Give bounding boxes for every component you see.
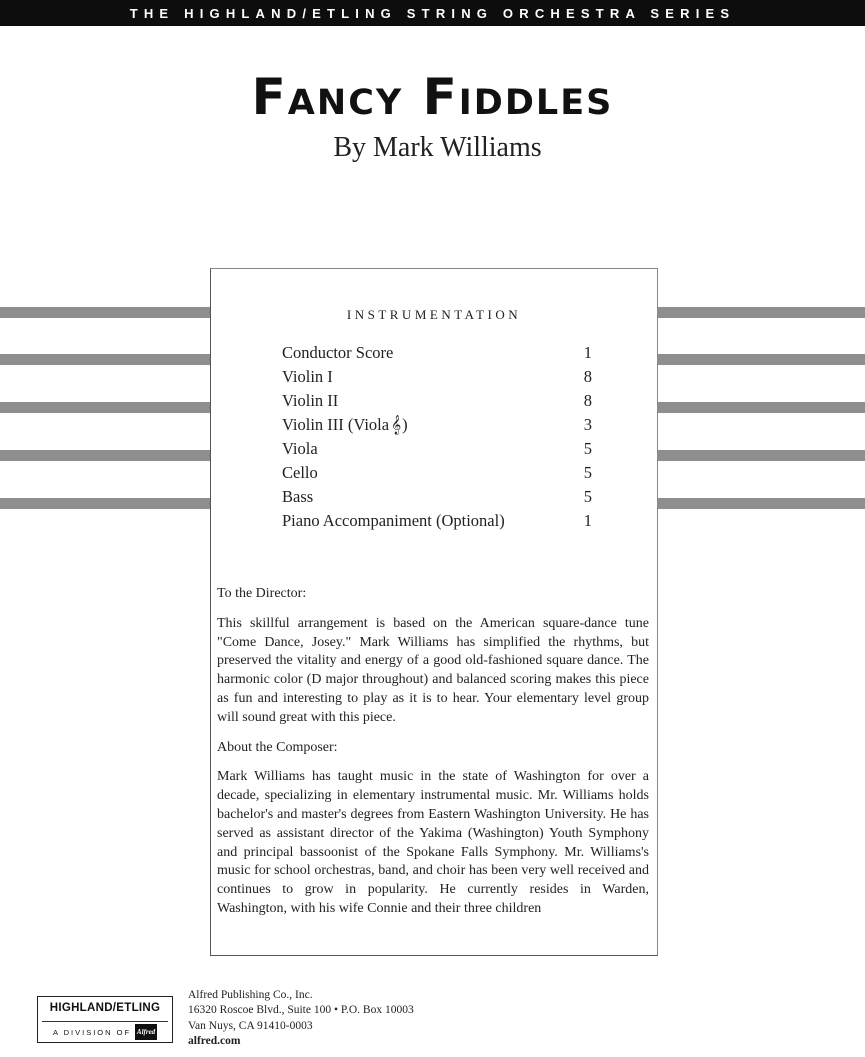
series-banner [0, 0, 865, 26]
instrument-count: 3 [583, 415, 592, 434]
instrument-name-suffix: ) [402, 415, 408, 434]
instrument-count: 1 [583, 511, 592, 530]
series-banner-text: THE HIGHLAND/ETLING STRING ORCHESTRA SERIES [129, 5, 736, 21]
list-item [282, 485, 592, 509]
instrument-count: 5 [583, 439, 592, 458]
page-title: Fancy Fiddles [251, 68, 614, 126]
info-panel [210, 268, 658, 956]
staff-line-right-5 [658, 498, 865, 509]
director-heading: To the Director: [217, 586, 307, 601]
staff-line-left-3 [0, 402, 211, 413]
instrument-name-group [282, 415, 408, 435]
composer-paragraph: Mark Williams has taught music in the state of Washington for over a decade, specializing in elementary instrumental music. Mr. Williams holds bachelor's and master's degrees from Eastern Washington University. He has served as assistant director of the Yakima (Washington) Youth Symphony and principal bassoonist of the Spokane Falls Symphony. Mr. Williams's music for school orchestras, band, and choir has been very well received and continues to grow in popularity. He currently resides in Warden, Washington, with his wife Connie and their three children [217, 769, 649, 916]
publisher-name: Alfred Publishing Co., Inc. [188, 989, 313, 1001]
instrumentation-list [282, 341, 592, 533]
staff-line-left-2 [0, 354, 211, 365]
highland-etling-logo [37, 996, 173, 1043]
instrument-count: 8 [583, 367, 592, 386]
instrument-name: Violin III (Viola [282, 415, 390, 434]
publisher-info [188, 988, 414, 1049]
instrument-count: 1 [583, 343, 592, 362]
staff-line-left-1 [0, 307, 211, 318]
composer-heading: About the Composer: [217, 739, 338, 755]
staff-line-right-4 [658, 450, 865, 461]
instrument-name: Conductor Score [282, 343, 394, 362]
publisher-address-1: 16320 Roscoe Blvd., Suite 100 • P.O. Box 10003 [188, 1004, 414, 1017]
staff-line-left-4 [0, 450, 211, 461]
program-notes [217, 585, 649, 930]
list-item [282, 365, 592, 389]
instrument-count: 5 [583, 463, 592, 482]
list-item [282, 509, 592, 533]
list-item [282, 461, 592, 485]
director-paragraph: This skillful arrangement is based on the American square-dance tune "Come Dance, Josey." Mark Williams has simplified the rhythms, but preserved the vitality and energy of a good old-fashioned square dance. The harmonic color (D major throughout) and balanced scoring makes this piece as fun and interesting to play as it is to hear. Your elementary level group will sound great with this piece. [217, 615, 649, 725]
logo-division-text: A DIVISION OF [52, 1027, 132, 1037]
instrument-name: Piano Accompaniment (Optional) [282, 511, 505, 530]
staff-line-right-2 [658, 354, 865, 365]
instrumentation-heading: INSTRUMENTATION [346, 307, 522, 322]
instrument-name: Cello [282, 463, 318, 482]
publisher-address-2: Van Nuys, CA 91410-0003 [188, 1019, 313, 1032]
composer-byline: By Mark Williams [333, 132, 542, 163]
instrument-name: Violin II [282, 391, 339, 410]
publisher-website[interactable]: alfred.com [188, 1034, 241, 1047]
list-item [282, 437, 592, 461]
staff-line-right-3 [658, 402, 865, 413]
instrument-count: 8 [583, 391, 592, 410]
staff-line-right-1 [658, 307, 865, 318]
logo-brand-text: HIGHLAND/ETLING [49, 1002, 161, 1014]
list-item [282, 341, 592, 365]
treble-clef-icon: 𝄞 [391, 415, 402, 435]
instrument-name: Violin I [282, 367, 333, 386]
list-item [282, 389, 592, 413]
instrument-count: 5 [583, 487, 592, 506]
instrument-name: Viola [282, 439, 318, 458]
instrument-name: Bass [282, 487, 314, 506]
list-item [282, 413, 592, 437]
alfred-logo-icon: Alfred [135, 1024, 157, 1040]
staff-line-left-5 [0, 498, 211, 509]
logo-division-row [42, 1021, 168, 1040]
